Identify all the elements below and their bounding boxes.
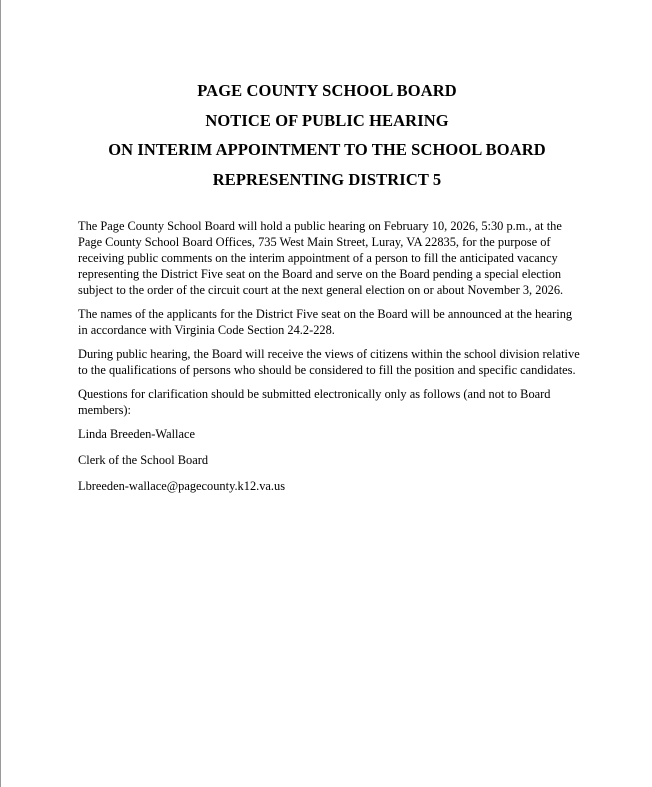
notice-title (1, 76, 652, 194)
paragraph-citizen-views: During public hearing, the Board will receive the views of citizens within the school division relative to the qualifications of persons who should be considered to fill the position and specific candidates. (78, 347, 580, 377)
contact-email: Lbreeden-wallace@pagecounty.k12.va.us (78, 479, 286, 493)
title-line-district: REPRESENTING DISTRICT 5 (212, 169, 442, 189)
paragraph-applicant-names: The names of the applicants for the District Five seat on the Board will be announced at the hearing in accordance with Virginia Code Section 24.2-228. (78, 307, 573, 337)
paragraph-hearing-details: The Page County School Board will hold a public hearing on February 10, 2026, 5:30 p.m., at the Page County School Board Offices, 735 West Main Street, Luray, VA 22835, for the purpose of receiving public comments on the interim appointment of a person to fill the anticipated vacancy representing the District Five seat on the Board and serve on the Board pending a special election subject to the order of the circuit court at the next general election on or about November 3, 2026. (78, 219, 564, 297)
title-line-board: PAGE COUNTY SCHOOL BOARD (197, 81, 457, 100)
title-line-notice: NOTICE OF PUBLIC HEARING (205, 110, 449, 130)
contact-name: Linda Breeden-Wallace (78, 427, 195, 441)
contact-role: Clerk of the School Board (78, 453, 209, 467)
notice-body (78, 218, 580, 504)
paragraph-questions: Questions for clarification should be submitted electronically only as follows (and not to Board members): (78, 387, 551, 417)
title-line-appointment: ON INTERIM APPOINTMENT TO THE SCHOOL BOARD (108, 140, 546, 159)
